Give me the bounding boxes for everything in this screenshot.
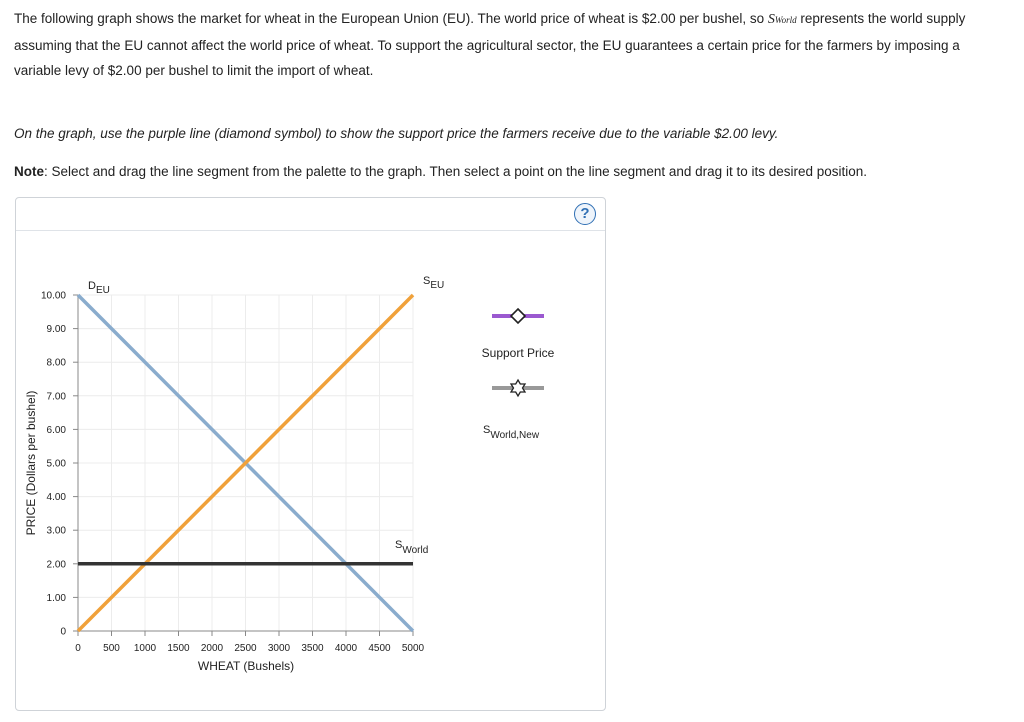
x-tick-label: 4000 [334, 643, 358, 654]
y-tick-label: 9.00 [46, 324, 66, 336]
x-tick-label: 3500 [301, 643, 324, 654]
y-tick-label: 0 [60, 626, 66, 638]
y-tick-label: 4.00 [46, 492, 66, 504]
palette[interactable] [482, 309, 555, 441]
axes [24, 291, 425, 674]
x-tick-label: 2500 [234, 643, 257, 654]
x-tick-label: 0 [75, 643, 81, 654]
y-tick-label: 10.00 [40, 290, 66, 302]
y-tick-label: 1.00 [46, 592, 66, 604]
question-note: Note: Select and drag the line segment from the palette to the graph. Then select a point on the line segment and drag it to its desired position. [14, 164, 868, 179]
y-tick-label: 8.00 [46, 357, 66, 369]
star-icon [511, 380, 525, 396]
world-new-palette-label: SWorld,New [483, 424, 540, 441]
s-world-symbol: SWorld [767, 12, 797, 27]
y-tick-label: 5.00 [46, 458, 66, 470]
x-tick-label: 5000 [401, 643, 425, 654]
y-axis-label: PRICE (Dollars per bushel) [24, 390, 38, 536]
y-tick-label: 7.00 [46, 391, 66, 403]
supply-world-label: SWorld [395, 538, 429, 556]
x-tick-label: 1500 [167, 643, 190, 654]
y-tick-label: 2.00 [46, 559, 66, 571]
demand-eu-label: DEU [88, 280, 110, 296]
x-axis-label: WHEAT (Bushels) [197, 659, 295, 673]
y-tick-label: 6.00 [46, 424, 66, 436]
supply-eu-label: SEU [423, 275, 445, 291]
y-tick-label: 3.00 [46, 525, 66, 537]
question-intro: The following graph shows the market for wheat in the European Union (EU). The world price of wheat is $2.00 per bushel, so SWorld represents the world supply assuming that the EU cannot affect the world price of wheat. To support the agricultural sector, the EU guarantees a certain price for the farmers by imposing a variable levy of $2.00 per bushel to limit the import of wheat. [14, 11, 966, 78]
support-price-palette-label: Support Price [481, 346, 555, 360]
x-tick-label: 4500 [368, 643, 391, 654]
question-instruction: On the graph, use the purple line (diamond symbol) to show the support price the farmers receive due to the variable $2.00 levy. [14, 126, 779, 141]
help-icon[interactable]: ? [574, 203, 596, 225]
x-tick-label: 1000 [133, 643, 157, 654]
x-tick-label: 3000 [267, 643, 291, 654]
x-tick-label: 500 [103, 643, 120, 654]
diamond-icon [511, 309, 525, 323]
x-tick-label: 2000 [200, 643, 224, 654]
